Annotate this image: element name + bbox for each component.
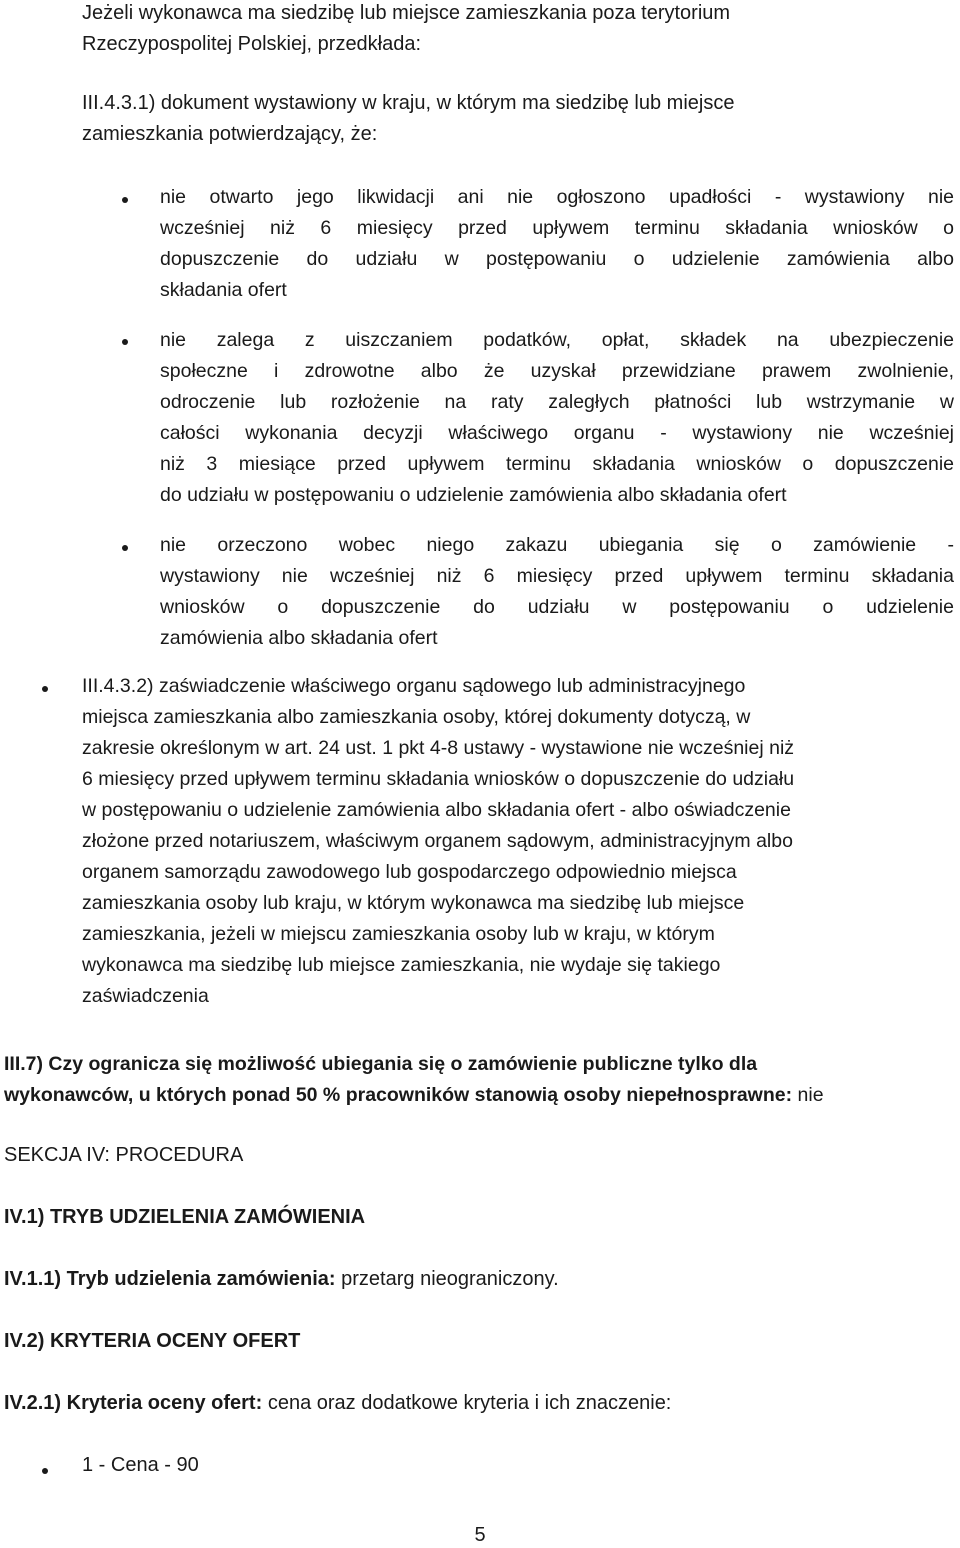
field-value: przetarg nieograniczony. bbox=[335, 1268, 559, 1290]
item-line: złożone przed notariuszem, właściwym organem sądowym, administracyjnym albo bbox=[82, 830, 793, 852]
bullet-line: całości wykonania decyzji właściwego organu - wystawiony nie wcześniej bbox=[160, 422, 954, 444]
bullet-line: dopuszczenie do udziału w postępowaniu o udzielenie zamówienia albo bbox=[160, 248, 954, 270]
item-line: zamieszkania potwierdzający, że: bbox=[82, 123, 378, 145]
field-label: IV.1.1) Tryb udzielenia zamówienia: bbox=[4, 1268, 336, 1290]
bullet-dot bbox=[42, 686, 48, 692]
iv11-row bbox=[4, 1268, 559, 1291]
item-line: miejsca zamieszkania albo zamieszkania osoby, której dokumenty dotyczą, w bbox=[82, 706, 751, 728]
bullet-dot bbox=[122, 339, 128, 345]
bullet-line: do udziału w postępowaniu o udzielenie zamówienia albo składania ofert bbox=[160, 484, 787, 506]
bullet-line: składania ofert bbox=[160, 279, 287, 301]
item-line: 6 miesięcy przed upływem terminu składania wniosków o dopuszczenie do udziału bbox=[82, 768, 795, 790]
bullet-dot bbox=[42, 1468, 48, 1474]
item-line: III.4.3.2) zaświadczenie właściwego organu sądowego lub administracyjnego bbox=[82, 675, 746, 697]
bullet-line: wystawiony nie wcześniej niż 6 miesięcy przed upływem terminu składania bbox=[160, 565, 954, 587]
intro-paragraph bbox=[82, 0, 730, 60]
item-line: zaświadczenia bbox=[82, 985, 209, 1007]
item-line: wykonawca ma siedzibę lub miejsce zamieszkania, nie wydaje się takiego bbox=[82, 954, 721, 976]
iv1-heading bbox=[4, 1206, 365, 1229]
item-line: III.4.3.1) dokument wystawiony w kraju, w którym ma siedzibę lub miejsce bbox=[82, 92, 735, 114]
item-line: w postępowaniu o udzielenie zamówienia albo składania ofert - albo oświadczenie bbox=[82, 799, 791, 821]
question-iii-7 bbox=[4, 1049, 824, 1111]
bullet-line: wcześniej niż 6 miesięcy przed upływem terminu składania wniosków o bbox=[160, 217, 954, 239]
question-answer: nie bbox=[792, 1084, 824, 1106]
page-number: 5 bbox=[474, 1524, 486, 1546]
bullet-line: niż 3 miesiące przed upływem terminu składania wniosków o dopuszczenie bbox=[160, 453, 954, 475]
sub-bullet-2 bbox=[160, 325, 954, 511]
item-line: zamieszkania osoby lub kraju, w którym wykonawca ma siedzibę lub miejsce bbox=[82, 892, 745, 914]
iv2-heading bbox=[4, 1330, 300, 1353]
item-line: organem samorządu zawodowego lub gospodarczego odpowiednio miejsca bbox=[82, 861, 737, 883]
heading-text: IV.1) TRYB UDZIELENIA ZAMÓWIENIA bbox=[4, 1206, 366, 1228]
bullet-line: nie otwarto jego likwidacji ani nie ogłoszono upadłości - wystawiony nie bbox=[160, 186, 954, 208]
criteria-item: 1 - Cena - 90 bbox=[82, 1454, 199, 1476]
bullet-dot bbox=[122, 545, 128, 551]
item-line: zakresie określonym w art. 24 ust. 1 pkt 4-8 ustawy - wystawione nie wcześniej niż bbox=[82, 737, 795, 759]
bullet-line: nie orzeczono wobec niego zakazu ubiegania się o zamówienie - bbox=[160, 534, 954, 556]
bullet-line: odroczenie lub rozłożenie na raty zaległych płatności lub wstrzymanie w bbox=[160, 391, 954, 413]
bullet-dot bbox=[122, 197, 128, 203]
bullet-line: społeczne i zdrowotne albo że uzyskał przewidziane prawem zwolnienie, bbox=[160, 360, 954, 382]
item-iii-4-3-1 bbox=[82, 88, 734, 150]
heading-text: IV.2) KRYTERIA OCENY OFERT bbox=[4, 1330, 301, 1352]
section-title: SEKCJA IV: PROCEDURA bbox=[4, 1144, 244, 1166]
bullet-line: zamówienia albo składania ofert bbox=[160, 627, 438, 649]
item-iii-4-3-2 bbox=[82, 671, 794, 1012]
bullet-line: nie zalega z uiszczaniem podatków, opłat, składek na ubezpieczenie bbox=[160, 329, 954, 351]
field-value: cena oraz dodatkowe kryteria i ich znaczenie: bbox=[262, 1392, 672, 1414]
field-label: IV.2.1) Kryteria oceny ofert: bbox=[4, 1392, 263, 1414]
question-text: III.7) Czy ogranicza się możliwość ubiegania się o zamówienie publiczne tylko dla bbox=[4, 1053, 758, 1075]
sub-bullet-3 bbox=[160, 530, 954, 654]
question-text: wykonawców, u których ponad 50 % pracowników stanowią osoby niepełnosprawne: bbox=[4, 1084, 793, 1106]
question-line-2 bbox=[4, 1080, 824, 1111]
sub-bullet-1 bbox=[160, 182, 954, 306]
iv21-row bbox=[4, 1392, 671, 1415]
bullet-line: wniosków o dopuszczenie do udziału w postępowaniu o udzielenie bbox=[160, 596, 954, 618]
intro-line: Jeżeli wykonawca ma siedzibę lub miejsce zamieszkania poza terytorium bbox=[82, 2, 731, 24]
question-line-1 bbox=[4, 1049, 824, 1080]
intro-line: Rzeczypospolitej Polskiej, przedkłada: bbox=[82, 33, 422, 55]
item-line: zamieszkania, jeżeli w miejscu zamieszkania osoby lub w kraju, w którym bbox=[82, 923, 715, 945]
